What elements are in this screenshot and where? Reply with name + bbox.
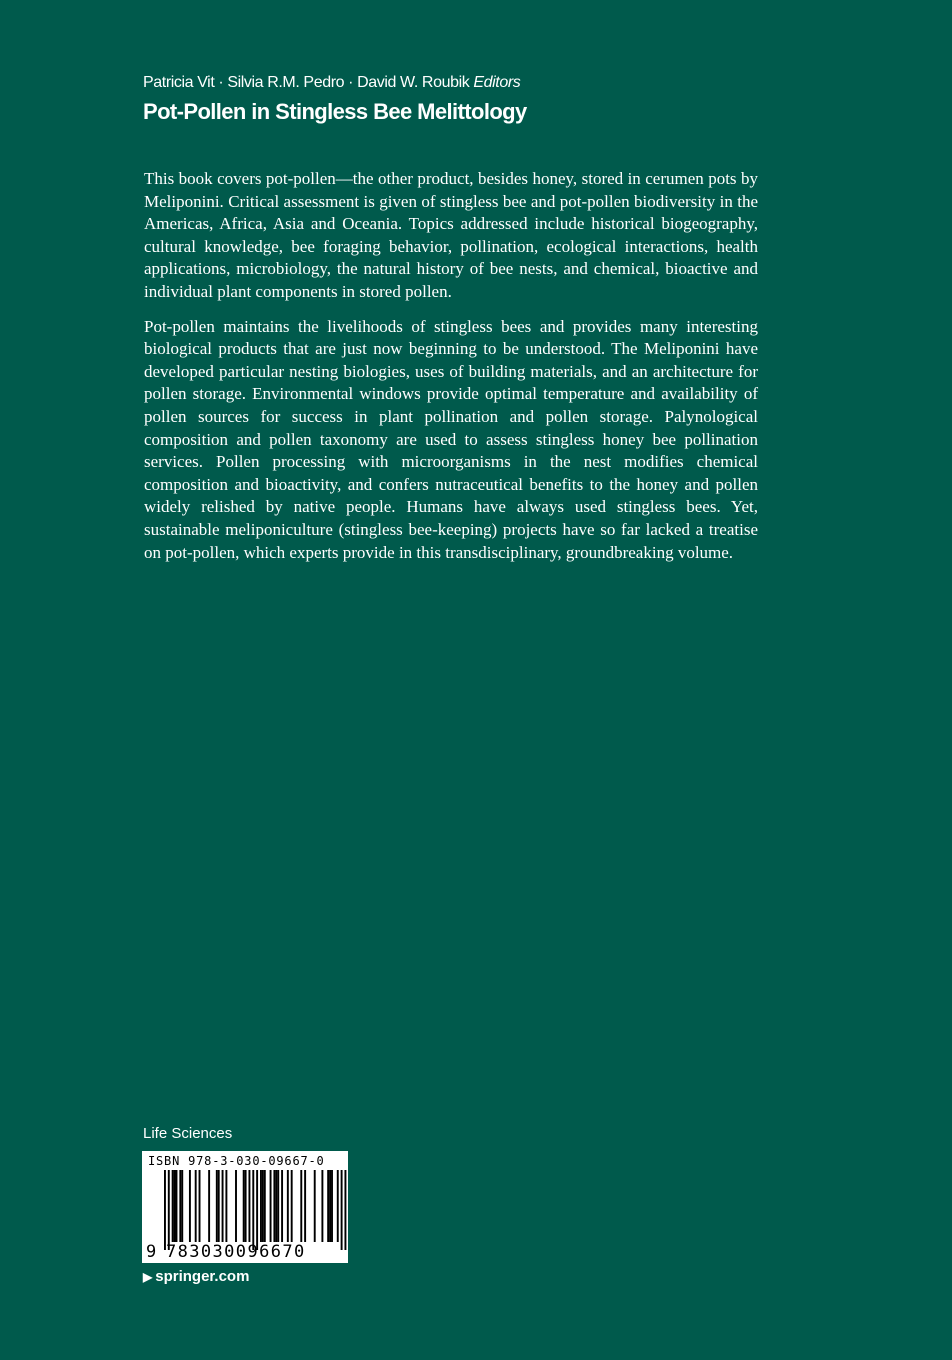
barcode-bar xyxy=(291,1170,293,1242)
barcode-guard-bar xyxy=(256,1170,258,1250)
editor-separator: · xyxy=(218,74,224,91)
editors-line xyxy=(143,74,520,92)
isbn-barcode xyxy=(142,1151,348,1263)
barcode-guard-bar xyxy=(344,1170,346,1250)
barcode-bar xyxy=(273,1170,275,1242)
barcode-bar xyxy=(260,1170,262,1242)
barcode-bar xyxy=(195,1170,197,1242)
barcode-bar xyxy=(176,1170,178,1242)
barcode-bar xyxy=(264,1170,266,1242)
ean-digits: 783030096670 xyxy=(166,1242,306,1262)
barcode-bar xyxy=(277,1170,279,1242)
barcode-bar xyxy=(304,1170,306,1242)
website-label: springer.com xyxy=(155,1268,250,1285)
barcode-bar xyxy=(179,1170,181,1242)
barcode-bar xyxy=(216,1170,218,1242)
subject-category: Life Sciences xyxy=(143,1125,233,1142)
ean-first-digit: 9 xyxy=(146,1242,157,1262)
editors-role: Editors xyxy=(473,74,521,91)
barcode-bar xyxy=(222,1170,224,1242)
barcode-bar xyxy=(331,1170,333,1242)
description-paragraph: Pot-pollen maintains the livelihoods of stingless bees and provides many interesting biological products that are just now beginning to be understood. The Meliponini have developed particular nesting biologies, uses of building materials, and an architecture for pollen storage. Environmental windows provide optimal temperature and availability of pollen sources for success in plant pollination and pollen storage. Palynological composition and pollen taxonomy are used to assess stingless honey bee pollination services. Pollen processing with microorganisms in the nest modifies chemical composition and bioactivity, and confers nutraceutical benefits to the honey and pollen widely relished by native people. Humans have always used stingless bees. Yet, sustainable meliponiculture (stingless bee-keeping) projects have so far lacked a treatise on pot-pollen, which experts provide in this transdisciplinary, groundbreaking volume. xyxy=(144,316,758,562)
barcode-guard-bar xyxy=(252,1170,254,1250)
barcode-bar xyxy=(270,1170,272,1242)
barcode-bar xyxy=(243,1170,245,1242)
barcode-guard-bar xyxy=(341,1170,343,1250)
editor-name: David W. Roubik xyxy=(357,74,470,91)
barcode-bar xyxy=(321,1170,323,1242)
description-paragraph: This book covers pot-pollen—the other product, besides honey, stored in cerumen pots by Meliponini. Critical assessment is given of stingless bee and pot-pollen biodiversity in the Americas, Africa, Asia and Oceania. Topics addressed include historical biogeography, cultural knowledge, bee foraging behavior, pollination, ecological interactions, health applications, microbiology, the natural history of bee nests, and chemical, bioactive and individual plant components in stored pollen. xyxy=(144,169,758,301)
barcode-bar xyxy=(208,1170,210,1242)
barcode-guard-bar xyxy=(168,1170,170,1250)
barcode-bar xyxy=(181,1170,183,1242)
barcode-bar xyxy=(281,1170,283,1242)
editor-separator: · xyxy=(348,74,354,91)
springer-link[interactable] xyxy=(143,1268,249,1285)
barcode-bar xyxy=(235,1170,237,1242)
barcode-bar xyxy=(174,1170,176,1242)
barcode-bar xyxy=(262,1170,264,1242)
editor-name: Silvia R.M. Pedro xyxy=(227,74,345,91)
barcode-bar xyxy=(218,1170,220,1242)
barcode-bar xyxy=(225,1170,227,1242)
barcode-bar xyxy=(189,1170,191,1242)
barcode-bar xyxy=(337,1170,339,1242)
book-description xyxy=(144,168,758,576)
arrow-right-icon: ▶ xyxy=(143,1270,153,1284)
barcode-bar xyxy=(245,1170,247,1242)
barcode-bar xyxy=(314,1170,316,1242)
barcode-bar xyxy=(327,1170,329,1242)
barcode-guard-bar xyxy=(164,1170,166,1250)
barcode-bar xyxy=(275,1170,277,1242)
barcode-bar xyxy=(172,1170,174,1242)
barcode-bar xyxy=(300,1170,302,1242)
isbn-number: ISBN 978-3-030-09667-0 xyxy=(148,1154,325,1168)
editor-name: Patricia Vit xyxy=(143,74,215,91)
barcode-bar xyxy=(248,1170,250,1242)
barcode-bar xyxy=(287,1170,289,1242)
book-title: Pot-Pollen in Stingless Bee Melittology xyxy=(143,99,527,124)
barcode-bar xyxy=(199,1170,201,1242)
barcode-bar xyxy=(329,1170,331,1242)
